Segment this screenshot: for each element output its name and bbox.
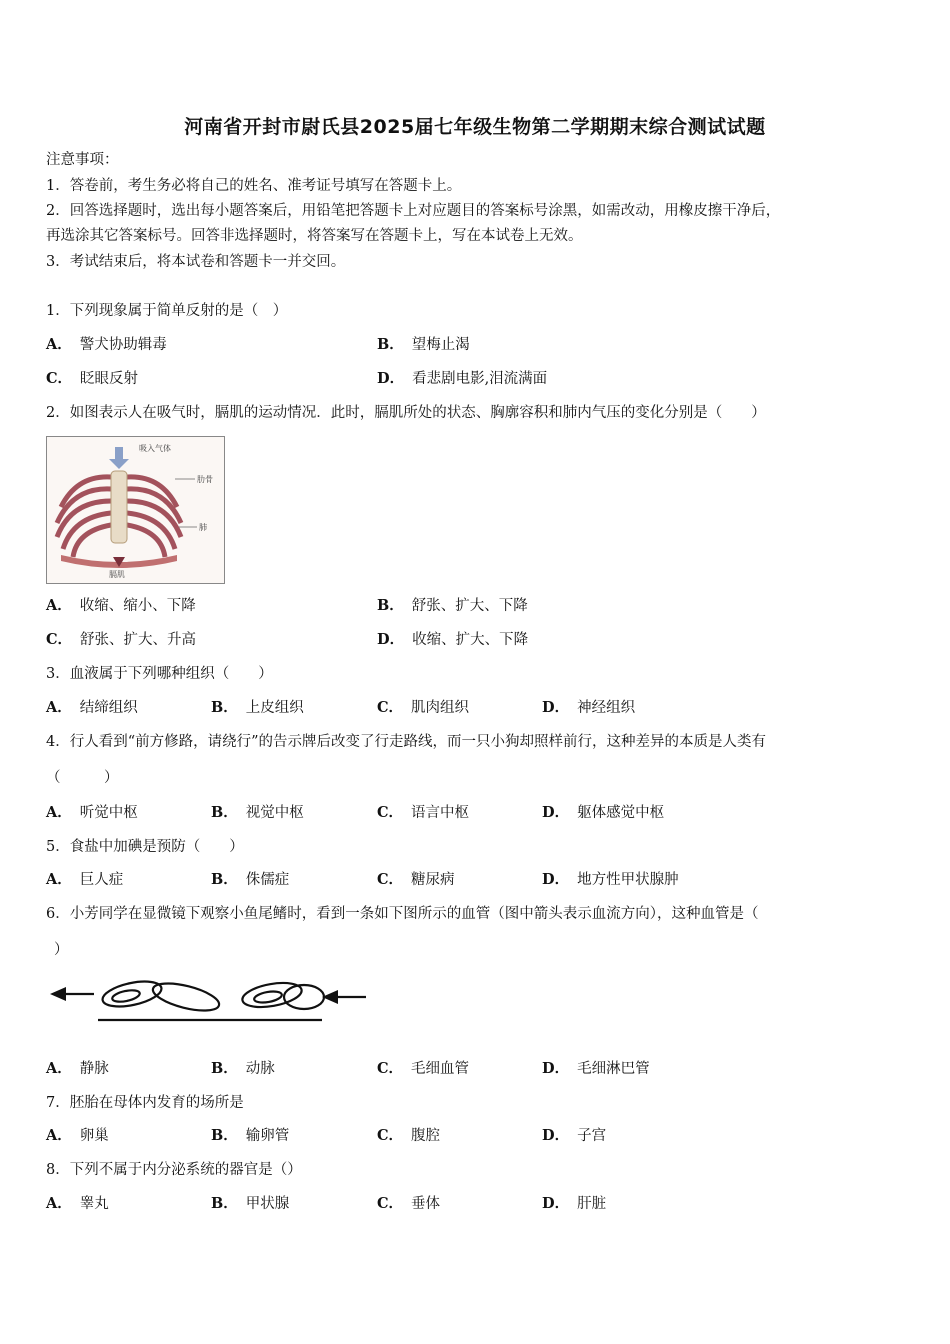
notice-item: 3．考试结束后，将本试卷和答题卡一并交回。 bbox=[46, 254, 346, 270]
label-inhaled-air: 吸入气体 bbox=[139, 444, 171, 453]
option-c[interactable]: C． 舒张、扩大、升高 bbox=[46, 631, 197, 648]
option-c[interactable]: C． 腹腔 bbox=[377, 1127, 441, 1144]
option-a[interactable]: A． 睾丸 bbox=[46, 1195, 109, 1212]
notice-item: 1．答卷前，考生务必将自己的姓名、准考证号填写在答题卡上。 bbox=[46, 178, 462, 194]
question-stem: 1．下列现象属于简单反射的是（ ） bbox=[46, 303, 288, 319]
page-title: 河南省开封市尉氏县2025届七年级生物第二学期期末综合测试试题 bbox=[184, 116, 766, 138]
option-b[interactable]: B． 上皮组织 bbox=[211, 699, 304, 716]
option-c[interactable]: C． 语言中枢 bbox=[377, 804, 470, 821]
option-b[interactable]: B． 望梅止渴 bbox=[377, 336, 470, 353]
option-a[interactable]: A． 听觉中枢 bbox=[46, 804, 138, 821]
notice-item: 再选涂其它答案标号。回答非选择题时，将答案写在答题卡上，写在本试卷上无效。 bbox=[46, 228, 583, 244]
option-a[interactable]: A． 卵巢 bbox=[46, 1127, 109, 1144]
option-d[interactable]: D． 毛细淋巴管 bbox=[542, 1060, 650, 1077]
question-stem-continued: （ ） bbox=[46, 770, 119, 786]
label-lung: 肺 bbox=[199, 523, 207, 532]
ribcage-diaphragm-figure bbox=[46, 436, 225, 584]
option-d[interactable]: D． 收缩、扩大、下降 bbox=[377, 631, 529, 648]
question-stem: 3．血液属于下列哪种组织（ ） bbox=[46, 666, 273, 682]
question-stem: 6．小芳同学在显微镜下观察小鱼尾鳍时，看到一条如下图所示的血管（图中箭头表示血流方向），这种血管是（ bbox=[46, 906, 759, 922]
option-c[interactable]: C． 毛细血管 bbox=[377, 1060, 470, 1077]
option-c[interactable]: C． 糖尿病 bbox=[377, 871, 455, 888]
option-b[interactable]: B． 甲状腺 bbox=[211, 1195, 290, 1212]
option-d[interactable]: D． 子宫 bbox=[542, 1127, 607, 1144]
option-d[interactable]: D． 地方性甲状腺肿 bbox=[542, 871, 679, 888]
question-stem: 7．胚胎在母体内发育的场所是 bbox=[46, 1095, 244, 1111]
notice-item: 2．回答选择题时，选出每小题答案后，用铅笔把答题卡上对应题目的答案标号涂黑，如需改动，用橡皮擦干净后， bbox=[46, 203, 781, 219]
question-stem-continued: ） bbox=[54, 942, 69, 958]
option-a[interactable]: A． 结缔组织 bbox=[46, 699, 138, 716]
question-stem: 8．下列不属于内分泌系统的器官是（） bbox=[46, 1162, 302, 1178]
option-c[interactable]: C． 垂体 bbox=[377, 1195, 441, 1212]
option-d[interactable]: D． 躯体感觉中枢 bbox=[542, 804, 665, 821]
blood-vessel-figure bbox=[46, 964, 376, 1026]
option-d[interactable]: D． 神经组织 bbox=[542, 699, 636, 716]
question-stem: 2．如图表示人在吸气时，膈肌的运动情况．此时，膈肌所处的状态、胸廓容积和肺内气压的变化分别是（ ） bbox=[46, 405, 766, 421]
label-diaphragm: 膈肌 bbox=[109, 570, 125, 579]
option-b[interactable]: B． 视觉中枢 bbox=[211, 804, 304, 821]
option-b[interactable]: B． 舒张、扩大、下降 bbox=[377, 597, 528, 614]
notice-heading: 注意事项： bbox=[46, 152, 119, 168]
option-a[interactable]: A． 警犬协助辑毒 bbox=[46, 336, 167, 353]
label-rib: 肋骨 bbox=[197, 475, 213, 484]
question-stem: 4．行人看到“前方修路，请绕行”的告示牌后改变了行走路线，而一只小狗却照样前行，这种差异的本质是人类有 bbox=[46, 734, 767, 750]
option-b[interactable]: B． 输卵管 bbox=[211, 1127, 290, 1144]
option-b[interactable]: B． 动脉 bbox=[211, 1060, 275, 1077]
option-a[interactable]: A． 收缩、缩小、下降 bbox=[46, 597, 196, 614]
option-b[interactable]: B． 侏儒症 bbox=[211, 871, 290, 888]
option-a[interactable]: A． 静脉 bbox=[46, 1060, 109, 1077]
option-c[interactable]: C． 肌肉组织 bbox=[377, 699, 470, 716]
option-d[interactable]: D． 看悲剧电影,泪流满面 bbox=[377, 370, 548, 387]
question-stem: 5．食盐中加碘是预防（ ） bbox=[46, 839, 244, 855]
option-d[interactable]: D． 肝脏 bbox=[542, 1195, 607, 1212]
option-a[interactable]: A． 巨人症 bbox=[46, 871, 124, 888]
option-c[interactable]: C． 眨眼反射 bbox=[46, 370, 139, 387]
